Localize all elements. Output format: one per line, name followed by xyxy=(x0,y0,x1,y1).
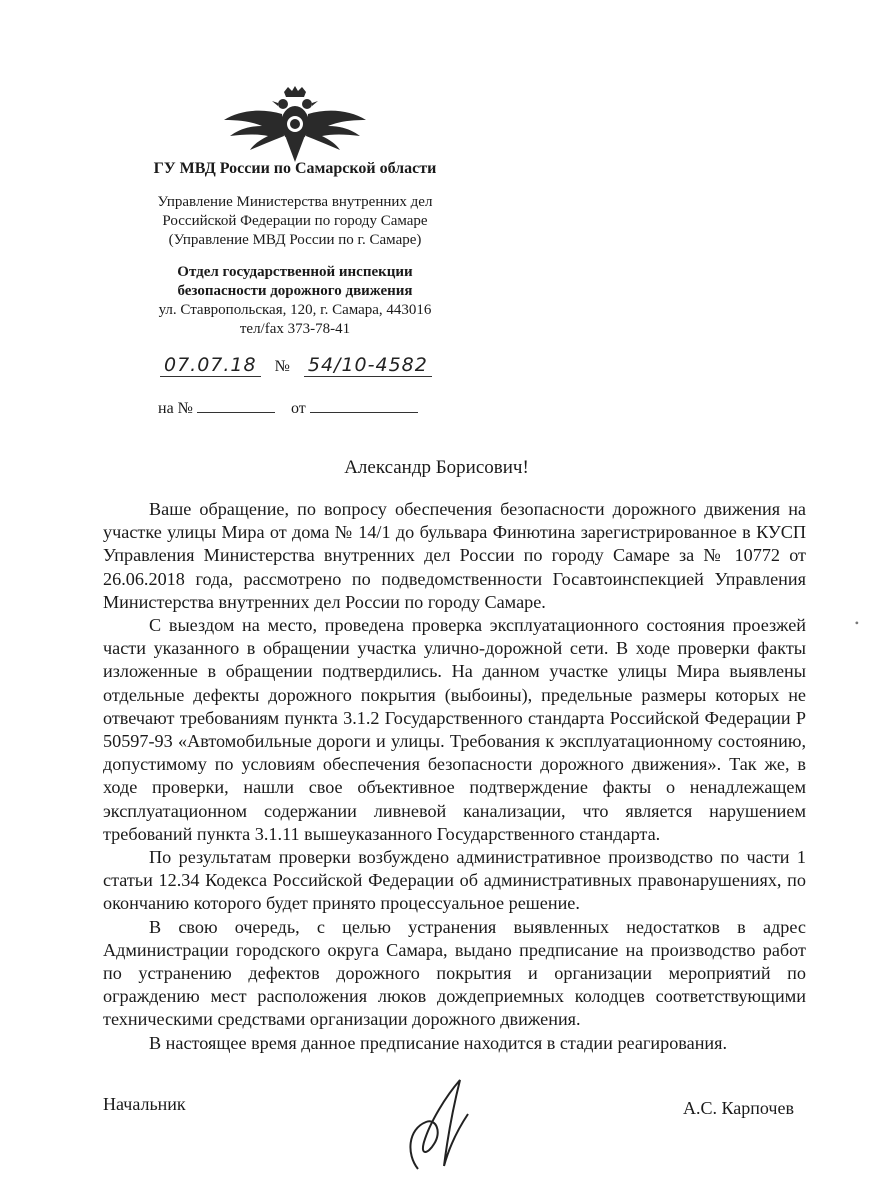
division-line: Отдел государственной инспекции xyxy=(177,264,413,280)
signatory-name: А.С. Карпочев xyxy=(683,1098,794,1118)
registration-number: 54/10-4582 xyxy=(304,354,432,377)
org-title: ГУ МВД России по Самарской области xyxy=(153,160,437,177)
dept-line: Российской Федерации по городу Самаре xyxy=(162,213,428,229)
registration-date: 07.07.18 xyxy=(160,354,261,377)
division-block xyxy=(120,263,470,339)
department-name xyxy=(120,193,470,250)
reference-prefix: на № xyxy=(158,400,193,417)
paragraph: В настоящее время данное предписание находится в стадии реагирования. xyxy=(149,1032,728,1053)
handwritten-signature-icon xyxy=(398,1074,488,1184)
paragraph: С выездом на место, проведена проверка эксплуатационного состояния проезжей части указанного в обращении участка улично-дорожной сети. В ходе проверки факты изложенные в обращении подтвердились. На данном участке улицы Мира выявлены отдельные дефекты дорожного покрытия (выбоины), предельные размеры которых не отвечают требованиям пункта 3.1.2 Государственного стандарта Российской Федерации Р 50597-93 «Автомобильные дороги и улицы. Требования к эксплуатационному состоянию, допустимому по условиям обеспечения безопасности дорожного движения». Так же, в ходе проверки, нашли свое объективное подтверждение факты о ненадлежащем эксплуатационном содержании ливневой канализации, что является нарушением требований пункта 3.1.11 вышеуказанного Государственного стандарта. xyxy=(103,615,806,844)
reference-date-blank xyxy=(310,398,418,413)
dept-line: (Управление МВД России по г. Самаре) xyxy=(168,232,422,248)
paragraph: В свою очередь, с целью устранения выявленных недостатков в адрес Администрации городского округа Самара, выдано предписание на производство работ по устранению дефектов дорожного покрытия и организации мероприятий по ограждению мест расположения люков дождеприемных колодцев соответствующими техническими средствами организации дорожного движения. xyxy=(103,916,806,1030)
paragraph: По результатам проверки возбуждено административное производство по части 1 статьи 12.34 Кодекса Российской Федерации об административных правонарушениях, по окончанию которого будет принято процессуальное решение. xyxy=(103,847,806,914)
address: ул. Ставропольская, 120, г. Самара, 443016 xyxy=(158,302,432,318)
reference-line xyxy=(158,398,418,418)
letter-body xyxy=(103,498,806,1055)
division-line: безопасности дорожного движения xyxy=(177,283,413,299)
registration-line xyxy=(160,354,432,376)
reference-from: от xyxy=(290,400,306,417)
greeting: Александр Борисович! xyxy=(344,457,529,478)
margin-mark: • xyxy=(854,616,859,630)
phone: тел/fax 373-78-41 xyxy=(239,321,351,337)
reference-number-blank xyxy=(197,398,275,413)
dept-line: Управление Министерства внутренних дел xyxy=(157,194,433,210)
number-sign: № xyxy=(274,358,290,375)
paragraph: Ваше обращение, по вопросу обеспечения безопасности дорожного движения на участке улицы Мира от дома № 14/1 до бульвара Финютина зарегистрированное в КУСП Управления Министерства внутренних дел России по городу Самаре за № 10772 от 26.06.2018 года, рассмотрено по подведомственности Госавтоинспекцией Управления Министерства внутренних дел России по городу Самаре. xyxy=(103,499,806,612)
signatory-title: Начальник xyxy=(103,1094,186,1114)
double-headed-eagle-emblem-icon xyxy=(222,86,368,164)
